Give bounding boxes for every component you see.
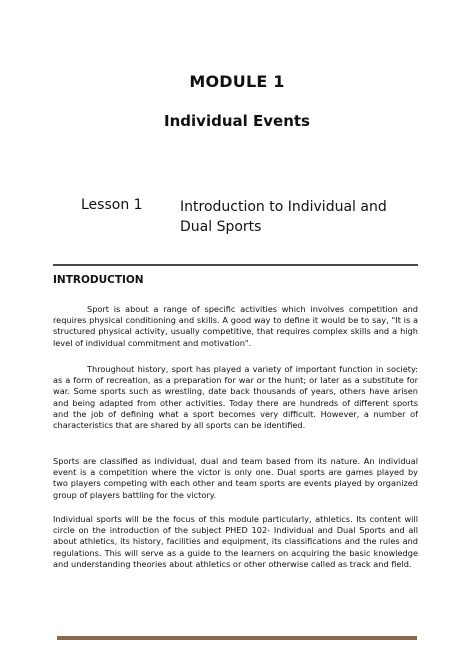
paragraph-history: Throughout history, sport has played a variety of important function in society: as a form of recreation, as a preparation for war or the hunt; or later as a substitute for war. Some sports such as wrestling, date back thousands of years, others have arisen and being adapted from other activities. Today there are hundreds of different sports and the job of defining what a sport becomes very difficult. However, a number of characteristics that are shared by all sports can be identified. — [53, 364, 418, 431]
paragraph-module-focus: Individual sports will be the focus of this module particularly, athletics. Its content will circle on the introduction of the subject PHED 102- Individual and Dual Sports and all about athletics, its history, facilities and equipment, its classifications and the rules and regulations. This will serve as a guide to the learners on acquiring the basic knowledge and understanding theories about athletics or other otherwise called as track and field. — [53, 514, 418, 569]
section-heading: INTRODUCTION — [53, 274, 144, 286]
module-subtitle: Individual Events — [164, 112, 310, 130]
paragraph-definition: Sport is about a range of specific activities which involves competition and requires physical conditioning and skills. A good way to define it would be to say, "It is a structured physical activity, usually competitive, that requires complex skills and a high level of individual commitment and motivation". — [53, 304, 418, 348]
lesson-title: Introduction to Individual and Dual Sports — [180, 199, 387, 235]
module-title: MODULE 1 — [189, 72, 285, 91]
section-divider-top — [53, 264, 418, 266]
footer-divider — [57, 636, 417, 640]
paragraph-classification: Sports are classified as individual, dual and team based from its nature. An individual event is a competition where the victor is only one. Dual sports are games played by two players competing with each other and team sports are events played by organized group of players battling for the victory. — [53, 456, 418, 500]
lesson-number: Lesson 1 — [81, 197, 143, 213]
